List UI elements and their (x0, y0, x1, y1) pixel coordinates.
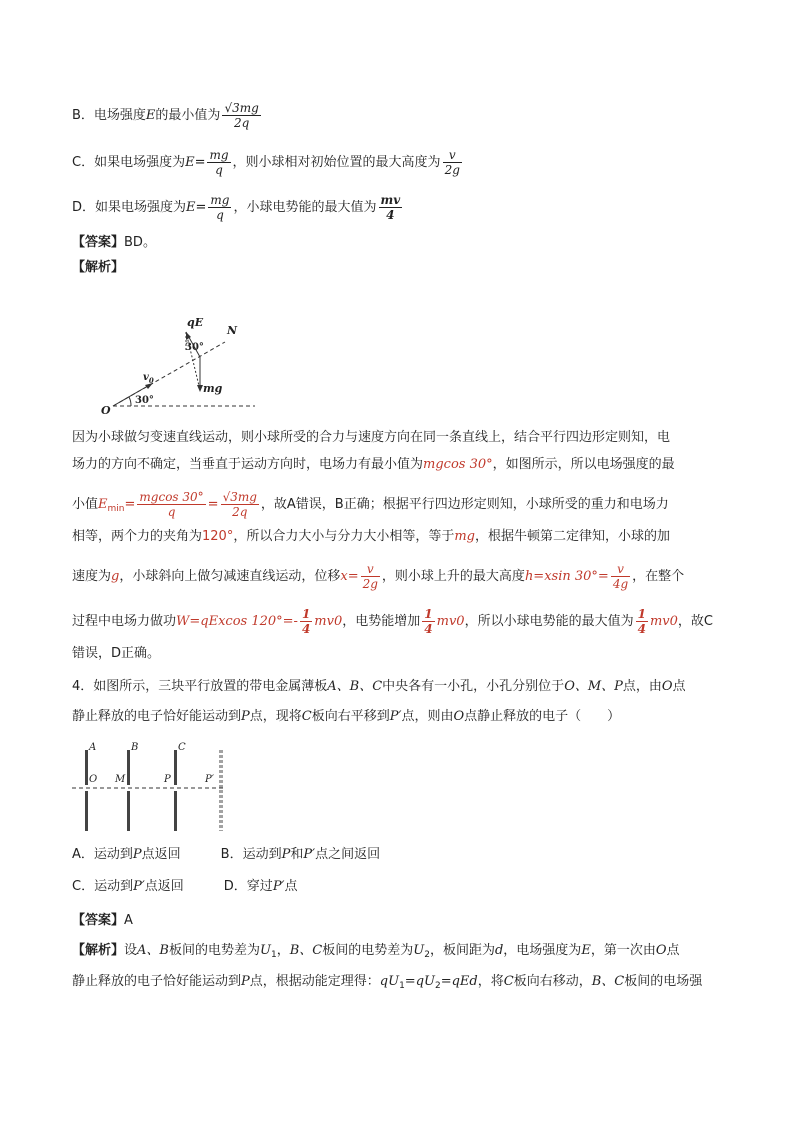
analysis2-line2: 静止释放的电子恰好能运动到P点，根据动能定理得：$qU_1=qU_2=qEd$，将C板向右移动，B、C板间的电场强 (72, 974, 703, 991)
para1-line4: 相等，两个力的夹角为120°，所以合力大小与分力大小相等，等于mg，根据牛顿第二定律知，小球的加 (72, 529, 671, 544)
q4-line1: 4．如图所示，三块平行放置的带电金属薄板A、B、C中央各有一小孔，小孔分别位于O、M、P点，由O点 (72, 679, 686, 694)
label-N: N (227, 324, 238, 337)
fraction: $\frac{√3mg}{2q}$ (222, 490, 257, 519)
label-angle-bottom: 30° (135, 395, 154, 406)
label-P: P (164, 774, 171, 785)
fraction: $\frac{mgcos 30^\circ}{q}$ (139, 490, 204, 519)
fraction: $\frac{v}{2g}$ (362, 562, 378, 591)
q4-line2: 静止释放的电子恰好能运动到P点，现将C板向右平移到P′点，则由O点静止释放的电子（ ） (72, 709, 621, 724)
option-c: C．如果电场强度为E= $\frac{mg}{q}$ ，则小球相对初始位置的最大高度为 $\frac{v}{2g}$ (72, 148, 460, 177)
label-O: O (101, 404, 111, 417)
option-b: B．电场强度E的最小值为 $\frac{√3mg}{2q}$ (72, 101, 259, 130)
label-C: C (178, 742, 186, 753)
analysis2-line1: 【解析】设A、B板间的电势差为$U_1$，B、C板间的电势差为$U_2$，板间距为d，电场强度为E，第一次由O点 (72, 943, 680, 960)
para1-line2: 场力的方向不确定，当垂直于运动方向时，电场力有最小值为mgcos 30°，如图所示，所以电场强度的最 (72, 457, 675, 472)
plate-B (127, 750, 130, 785)
label-B: B (131, 742, 139, 753)
plate-C (174, 750, 177, 785)
fraction: $\frac{mg}{q}$ (210, 193, 230, 222)
para1-line5: 速度为g，小球斜向上做匀减速直线运动，位移x= $\frac{v}{2g}$ ，则小球上升的最大高度h=xsin 30°= $\frac{v}{4g}$ ，在整个 (72, 562, 685, 591)
para1-line1: 因为小球做匀变速直线运动，则小球所受的合力与速度方向在同一条直线上，结合平行四边形定则知，电 (72, 430, 671, 445)
label-P-prime: P′ (205, 774, 214, 785)
para1-line7: 错误，D正确。 (72, 646, 161, 661)
fraction: $\frac{1}{4}$ (424, 607, 433, 636)
label-mg: mg (203, 382, 223, 395)
fraction: $\frac{v}{2g}$ (444, 148, 460, 177)
plate-A (85, 750, 88, 785)
label-M: M (115, 774, 126, 785)
force-diagram (95, 310, 265, 420)
fraction: $\frac{1}{4}$ (637, 607, 646, 636)
answer-2: 【答案】A (72, 913, 133, 928)
label-v0: $v_0$ (143, 372, 154, 385)
para1-line3: 小值$E_{min}=$ $\frac{mgcos 30^\circ}{q}$ = $\frac{√3mg}{2q}$ ，故A错误，B正确；根据平行四边形定则知，小球所受的重力和电场力 (72, 490, 669, 519)
label-A: A (89, 742, 97, 753)
q4-options-row1: A．运动到P点返回 B．运动到P和P′点之间返回 (72, 847, 381, 862)
analysis-label-1: 【解析】 (72, 260, 125, 275)
fraction: $\frac{1}{4}$ (301, 607, 311, 636)
para1-line6: 过程中电场力做功W=qExcos 120°=- $\frac{1}{4}$ mv0，电势能增加 $\frac{1}{4}$ mv0，所以小球电势能的最大值为 $\frac{1}{4}$ mv0，故C (72, 607, 713, 636)
fraction: $\frac{√3mg}{2q}$ (224, 101, 259, 130)
label-O: O (89, 774, 98, 785)
option-d: D．如果电场强度为E= $\frac{mg}{q}$ ，小球电势能的最大值为 $\frac{mv}{4}$ (72, 193, 401, 222)
fraction: $\frac{mg}{q}$ (209, 148, 229, 177)
fraction: $\frac{v}{4g}$ (612, 562, 629, 591)
fraction: $\frac{mv}{4}$ (380, 193, 401, 222)
q4-options-row2: C．运动到P′点返回 D．穿过P′点 (72, 879, 298, 894)
plates-diagram (72, 738, 237, 834)
label-qE: qE (187, 316, 204, 329)
answer-1: 【答案】BD。 (72, 235, 156, 250)
label-angle-top: 30° (185, 342, 204, 353)
